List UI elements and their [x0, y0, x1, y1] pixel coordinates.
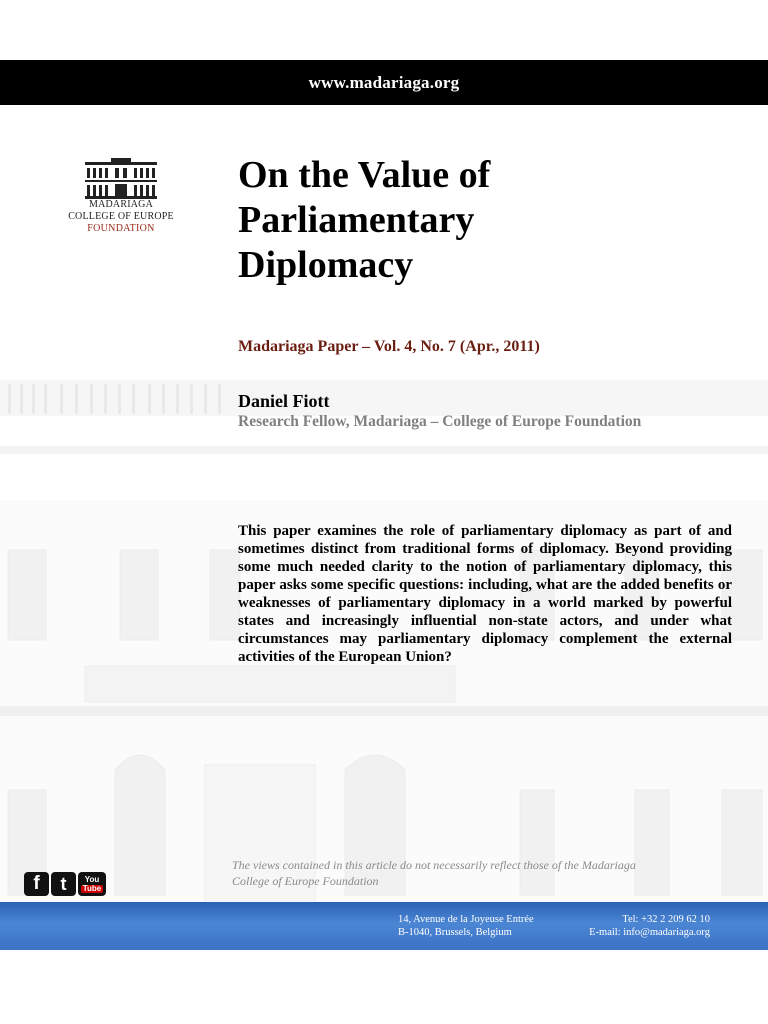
phone-number: Tel: +32 2 209 62 10 [622, 914, 710, 925]
abstract-text: This paper examines the role of parliamentary diplomacy as part of and sometimes distinct from traditional forms of diplomacy. Beyond providing some much needed clarity to the notion of parliamentary diplomacy, this paper asks some specific questions: including, what are the added benefits or weaknesses of parliamentary diplomacy in a world marked by powerful states and increasingly influential non-state actors, and under what circumstances may parliamentary diplomacy complement the external activities of the European Union? [238, 523, 732, 665]
disclaimer-line-2: College of Europe Foundation [232, 874, 379, 888]
disclaimer [232, 857, 712, 889]
paper-series: Madariaga Paper – Vol. 4, No. 7 (Apr., 2011) [238, 338, 540, 355]
address-line-2: B-1040, Brussels, Belgium [398, 927, 512, 938]
youtube-label-top: You [84, 874, 100, 884]
disclaimer-line-1: The views contained in this article do not necessarily reflect those of the Madariaga [232, 858, 636, 872]
building-logo-icon [85, 157, 157, 199]
email-address[interactable]: E-mail: info@madariaga.org [589, 927, 710, 938]
address-line-1: 14, Avenue de la Joyeuse Entrée [398, 914, 534, 925]
footer-bar [0, 902, 768, 950]
title-line-1: On the Value of [238, 154, 491, 196]
footer-address [398, 913, 534, 939]
logo-line-madariaga: MADARIAGA [88, 199, 154, 210]
website-url[interactable]: www.madariaga.org [308, 72, 460, 92]
youtube-icon[interactable] [78, 872, 106, 896]
title-line-3: Diplomacy [238, 244, 414, 286]
youtube-label-bottom: Tube [82, 883, 102, 893]
author-name: Daniel Fiott [238, 391, 330, 411]
header-bar [0, 60, 768, 105]
facebook-icon[interactable]: f [24, 872, 49, 896]
paper-title [238, 153, 658, 288]
logo-line-college: COLLEGE OF EUROPE [68, 211, 174, 222]
social-icons [24, 872, 106, 896]
footer-contact [589, 913, 710, 939]
author-affiliation: Research Fellow, Madariaga – College of Europe Foundation [238, 413, 642, 430]
madariaga-logo [64, 157, 178, 235]
title-line-2: Parliamentary [238, 199, 475, 241]
twitter-icon[interactable]: t [51, 872, 76, 896]
logo-line-foundation: FOUNDATION [87, 223, 155, 234]
